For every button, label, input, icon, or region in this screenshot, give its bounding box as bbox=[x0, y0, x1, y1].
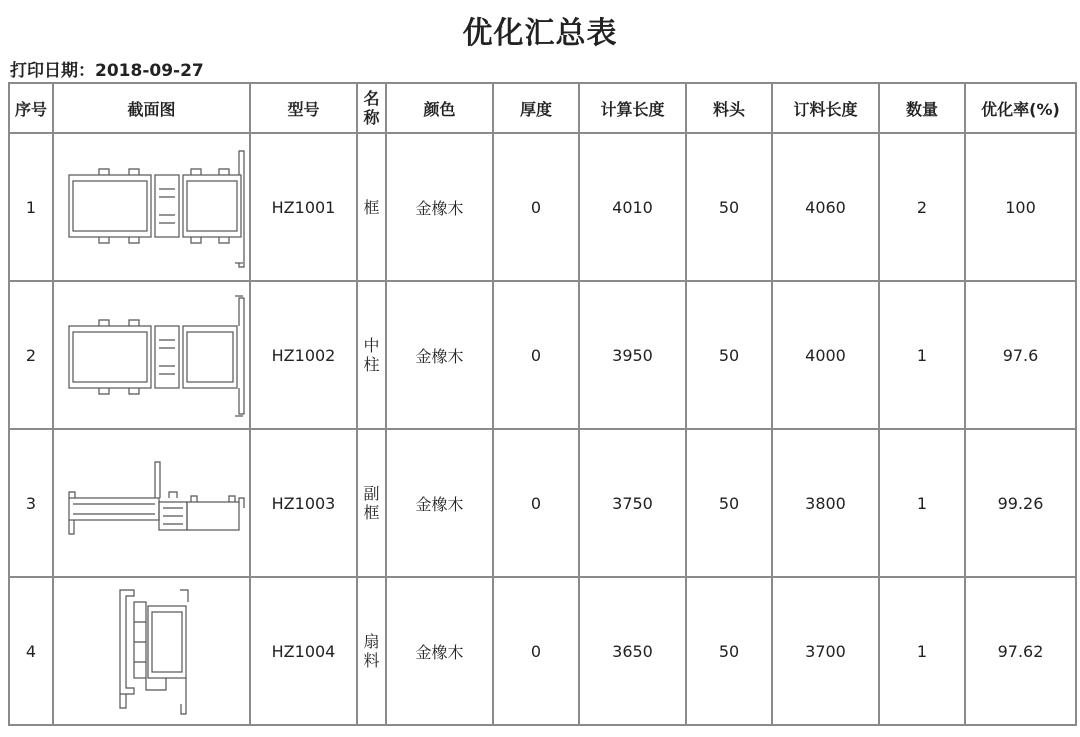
cell-color: 金橡木 bbox=[386, 577, 493, 725]
cell-quantity: 1 bbox=[879, 429, 965, 577]
cell-section bbox=[53, 281, 250, 429]
table-header-row bbox=[9, 83, 1076, 133]
header-model: 型号 bbox=[250, 83, 357, 133]
cell-model: HZ1001 bbox=[250, 133, 357, 281]
cell-rate: 99.26 bbox=[965, 429, 1076, 577]
cell-index: 1 bbox=[9, 133, 53, 281]
cell-quantity: 1 bbox=[879, 281, 965, 429]
cell-name-1: 副 bbox=[363, 484, 380, 503]
cell-order-length: 3800 bbox=[772, 429, 879, 577]
header-name-2: 称 bbox=[363, 108, 380, 127]
cell-head: 50 bbox=[686, 281, 772, 429]
cell-name-2: 框 bbox=[363, 503, 380, 522]
header-thickness: 厚度 bbox=[493, 83, 579, 133]
header-rate: 优化率(%) bbox=[965, 83, 1076, 133]
cell-thickness: 0 bbox=[493, 281, 579, 429]
header-head: 料头 bbox=[686, 83, 772, 133]
cell-thickness: 0 bbox=[493, 429, 579, 577]
cell-thickness: 0 bbox=[493, 133, 579, 281]
header-section: 截面图 bbox=[53, 83, 250, 133]
cell-model: HZ1004 bbox=[250, 577, 357, 725]
header-name bbox=[357, 83, 386, 133]
cell-color: 金橡木 bbox=[386, 429, 493, 577]
header-quantity: 数量 bbox=[879, 83, 965, 133]
header-name-1: 名 bbox=[363, 89, 380, 108]
cell-head: 50 bbox=[686, 429, 772, 577]
header-order-length: 订料长度 bbox=[772, 83, 879, 133]
cell-order-length: 3700 bbox=[772, 577, 879, 725]
cell-name-1: 中 bbox=[363, 336, 380, 355]
cell-name-1: 框 bbox=[363, 197, 380, 217]
cell-section bbox=[53, 577, 250, 725]
frame-profile-icon bbox=[59, 145, 245, 269]
cell-color: 金橡木 bbox=[386, 281, 493, 429]
print-date bbox=[10, 56, 204, 81]
cell-calc-length: 3950 bbox=[579, 281, 686, 429]
cell-order-length: 4000 bbox=[772, 281, 879, 429]
cell-calc-length: 4010 bbox=[579, 133, 686, 281]
summary-table bbox=[8, 82, 1077, 726]
cell-order-length: 4060 bbox=[772, 133, 879, 281]
cell-rate: 97.6 bbox=[965, 281, 1076, 429]
cell-thickness: 0 bbox=[493, 577, 579, 725]
sub-frame-profile-icon bbox=[59, 458, 245, 548]
cell-calc-length: 3750 bbox=[579, 429, 686, 577]
cell-section bbox=[53, 429, 250, 577]
cell-name bbox=[357, 577, 386, 725]
page-title: 优化汇总表 bbox=[462, 16, 618, 51]
cell-calc-length: 3650 bbox=[579, 577, 686, 725]
mullion-profile-icon bbox=[59, 290, 245, 420]
cell-name-2: 料 bbox=[363, 651, 380, 670]
table-row bbox=[9, 577, 1076, 725]
table-row bbox=[9, 429, 1076, 577]
header-color: 颜色 bbox=[386, 83, 493, 133]
cell-model: HZ1003 bbox=[250, 429, 357, 577]
cell-index: 4 bbox=[9, 577, 53, 725]
header-calc-length: 计算长度 bbox=[579, 83, 686, 133]
table-row bbox=[9, 281, 1076, 429]
cell-name bbox=[357, 281, 386, 429]
header-index: 序号 bbox=[9, 83, 53, 133]
cell-index: 3 bbox=[9, 429, 53, 577]
cell-index: 2 bbox=[9, 281, 53, 429]
cell-head: 50 bbox=[686, 577, 772, 725]
cell-model: HZ1002 bbox=[250, 281, 357, 429]
cell-name bbox=[357, 429, 386, 577]
print-date-value: 2018-09-27 bbox=[95, 61, 204, 81]
cell-name bbox=[357, 133, 386, 281]
cell-color: 金橡木 bbox=[386, 133, 493, 281]
cell-section bbox=[53, 133, 250, 281]
cell-quantity: 2 bbox=[879, 133, 965, 281]
print-date-label: 打印日期： bbox=[10, 61, 95, 81]
cell-head: 50 bbox=[686, 133, 772, 281]
sash-profile-icon bbox=[92, 582, 212, 720]
cell-name-1: 扇 bbox=[363, 632, 380, 651]
cell-quantity: 1 bbox=[879, 577, 965, 725]
cell-name-2: 柱 bbox=[363, 355, 380, 374]
cell-rate: 100 bbox=[965, 133, 1076, 281]
table-row bbox=[9, 133, 1076, 281]
cell-rate: 97.62 bbox=[965, 577, 1076, 725]
